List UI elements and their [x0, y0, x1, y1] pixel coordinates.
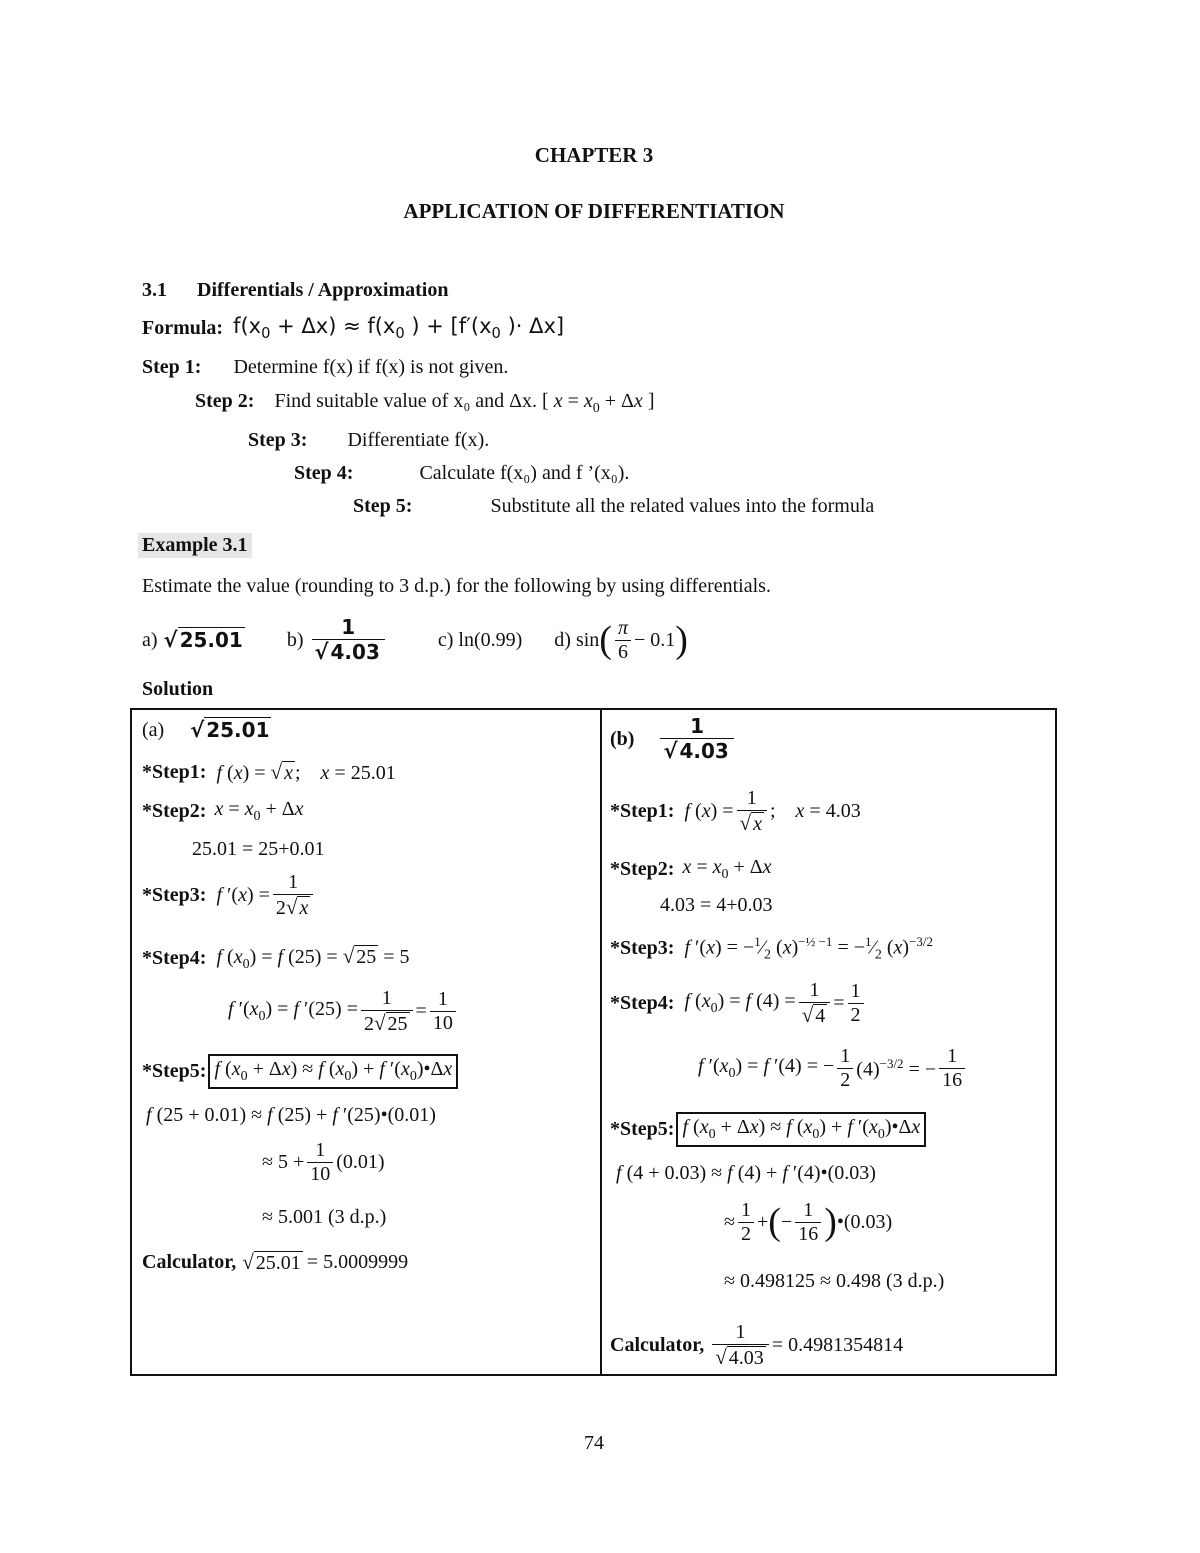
- right-step3: *Step3 : f $'(x) = -^1⁄_2$ $(x)^{-\frac{1}{2} -1}$ = $-^1⁄_2$ $(x)^{-3/2}$: [610, 934, 934, 963]
- solution-label: Solution: [142, 678, 214, 700]
- section-number: 3.1: [142, 279, 167, 301]
- right-part-heading: (b) $\frac{1}{√ 4.03}$: [610, 716, 737, 762]
- left-step2: *Step2 : $x = x_0 + \Delta x$: [142, 798, 304, 824]
- right-step4-derivative: f $'(x_0) = f$ ′(4) = − $\frac{1}{2}$ $(4)^{-3/2}$ = − $\frac{1}{16}$: [698, 1046, 968, 1091]
- right-substitution: f (4 + 0.03) ≈ f (4) + f ′(4)•(0.03): [616, 1162, 876, 1184]
- example-prompt: Estimate the value (rounding to 3 d.p.) for the following by using differentials.: [142, 575, 771, 597]
- right-result: ≈ 0.498125 ≈ 0.498 (3 d.p.): [724, 1270, 945, 1292]
- left-result: ≈ 5.001 (3 d.p.): [262, 1206, 387, 1228]
- example-label: Example 3.1: [138, 533, 252, 558]
- formula-expression: $f(x_0 + \Delta x) \approx f(x_0$ ) + [$f'(x_0$ )· Δx]: [233, 314, 565, 343]
- column-divider: [600, 710, 602, 1374]
- right-approx: ≈ $\frac{1}{2}$ + ( − $\frac{1}{16}$ ) •(0.03): [724, 1199, 893, 1245]
- example-parts: a) √ 25.01 b) $\frac{1}{√ 4.03}$ c) ln(0.99) d) sin ( $\frac{\pi}{6}$ − 0.1 ): [142, 614, 688, 664]
- left-calculator: Calculator, √ 25.01 = 5.0009999: [142, 1250, 409, 1274]
- right-step2-value: 4.03 = 4+0.03: [660, 894, 773, 916]
- section-title: Differentials / Approximation: [197, 279, 449, 301]
- formula-label: Formula:: [142, 316, 224, 339]
- step-3: Step 3: Differentiate f(x).: [248, 429, 490, 451]
- part-b-fraction: $\frac{1}{√ 4.03}$: [312, 617, 385, 663]
- right-step5: *Step5 : f $(x_0 + \Delta x) \approx f$ $(x_0) + f$ $'(x_0)•\Delta x$: [610, 1112, 926, 1147]
- left-approx: ≈ 5 + $\frac{1}{10}$ (0.01): [262, 1139, 385, 1185]
- right-formula-box: f $(x_0 + \Delta x) \approx f$ $(x_0) + f$ $'(x_0)•\Delta x$: [676, 1112, 926, 1147]
- part-a-radical: √ 25.01: [163, 628, 243, 652]
- right-step4: *Step4 : f $(x_0) = f$ (4) = $\frac{1}{√ 4}$ = $\frac{1}{2}$: [610, 980, 867, 1027]
- solution-table: [130, 708, 1057, 1376]
- right-step1: *Step1 : f (x) = $\frac{1}{√ x}$ ; x = 4.03: [610, 787, 861, 835]
- step-1: Step 1: Determine f(x) if f(x) is not given.: [142, 356, 509, 378]
- right-calculator: Calculator, $\frac{1}{√ 4.03}$ = 0.4981354814: [610, 1321, 904, 1369]
- step-5: Step 5: Substitute all the related values into the formula: [353, 495, 875, 517]
- left-substitution: f (25 + 0.01) ≈ f (25) + f ′(25)•(0.01): [146, 1104, 436, 1126]
- left-step4: *Step4 : f $(x_0) = f$ (25) = √ 25 = 5: [142, 944, 410, 972]
- formula-line: [142, 314, 564, 342]
- left-step2-value: 25.01 = 25+0.01: [192, 838, 325, 860]
- left-part-heading: (a) √ 25.01: [142, 718, 270, 742]
- section-heading: [142, 279, 448, 302]
- left-step5: *Step5 : f $(x_0 + \Delta x) \approx f$ $(x_0) + f$ $'(x_0)•\Delta x$: [142, 1054, 458, 1089]
- page-number: 74: [584, 1432, 604, 1454]
- left-formula-box: f $(x_0 + \Delta x) \approx f$ $(x_0) + f$ $'(x_0)•\Delta x$: [208, 1054, 458, 1089]
- step-2: Step 2: Find suitable value of x₀ and Δx. [ $x = x_0 + \Delta x$ ]: [195, 390, 655, 416]
- left-step4-derivative: f $'(x_0) = f$ ′(25) = $\frac{1}{2√ 25}$ = $\frac{1}{10}$: [228, 988, 459, 1035]
- step-4: Step 4: Calculate f(x₀) and f ’(x₀).: [294, 462, 630, 484]
- chapter-title: APPLICATION OF DIFFERENTIATION: [403, 199, 785, 223]
- right-step2: *Step2 : $x = x_0 + \Delta x$: [610, 856, 772, 882]
- left-step3: *Step3 : f ′(x) = $\frac{1}{2√ x}$: [142, 872, 316, 919]
- left-step1: *Step1 : f (x) = √ x ; x = 25.01: [142, 760, 396, 784]
- chapter-heading: CHAPTER 3: [534, 143, 654, 167]
